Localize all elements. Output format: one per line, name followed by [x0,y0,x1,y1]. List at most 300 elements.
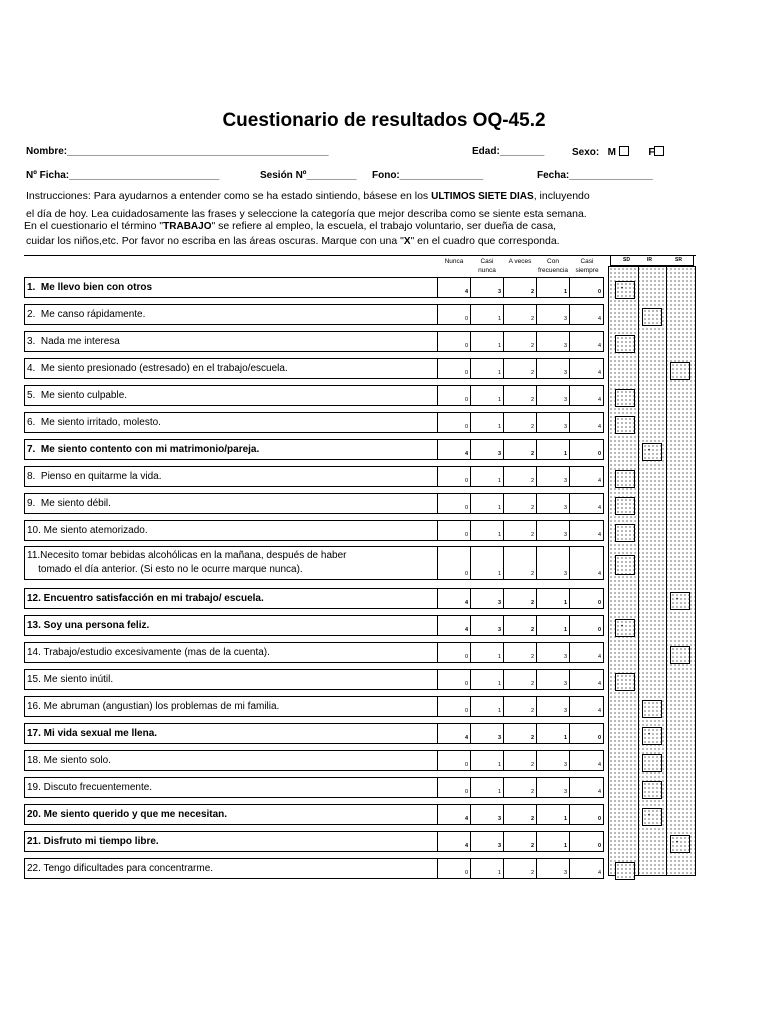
answer-cell[interactable] [438,278,471,297]
answer-cell[interactable] [537,547,570,579]
answer-cell[interactable] [537,832,570,851]
answer-score: 4 [597,571,601,577]
answer-cell[interactable] [438,616,471,635]
answer-cell[interactable] [570,832,603,851]
answer-score: 3 [563,532,567,538]
answer-cell[interactable] [438,467,471,486]
answer-cell[interactable] [438,751,471,770]
answer-options [437,386,603,405]
answer-cell[interactable] [471,616,504,635]
answer-score: 2 [530,505,534,511]
answer-score: 2 [530,316,534,322]
answer-cell[interactable] [471,305,504,324]
answer-cell[interactable] [471,697,504,716]
answer-score: 0 [464,870,468,876]
answer-cell[interactable] [570,521,603,540]
answer-cell[interactable] [504,521,537,540]
answer-cell[interactable] [537,859,570,878]
answer-cell[interactable] [471,440,504,459]
sexo-m-label: M [607,147,616,158]
answer-cell[interactable] [438,643,471,662]
answer-cell[interactable] [504,751,537,770]
answer-score: 1 [497,870,501,876]
score-box-sd [615,555,635,575]
answer-score: 1 [563,735,567,741]
answer-cell[interactable] [504,778,537,797]
sexo-f-checkbox[interactable] [654,146,664,156]
reverse-score-dot-icon: • [621,285,624,292]
answer-cell[interactable] [570,386,603,405]
answer-cell[interactable] [471,413,504,432]
answer-options [437,332,603,351]
answer-cell[interactable] [537,805,570,824]
answer-cell[interactable] [504,547,537,579]
answer-options [437,494,603,513]
answer-cell[interactable] [537,751,570,770]
table-top-rule [24,255,696,256]
answer-cell[interactable] [438,778,471,797]
column-header: Nunca [444,258,464,265]
answer-score: 1 [497,654,501,660]
answer-score: 1 [497,505,501,511]
answer-options [437,359,603,378]
answer-score: 3 [497,289,501,295]
answer-score: 3 [563,316,567,322]
item-text: 22. Tengo dificultades para concentrarme. [27,862,214,874]
instructions-line-1 [26,190,590,202]
answer-cell[interactable] [537,589,570,608]
score-box-sd [615,281,635,299]
answer-score: 0 [464,654,468,660]
score-box-sd [615,673,635,691]
answer-score: 3 [563,870,567,876]
scoring-divider [638,266,639,876]
answer-cell[interactable] [504,494,537,513]
sexo-m-checkbox[interactable] [619,146,629,156]
sesion-field[interactable]: Sesión Nº_________ [260,170,357,181]
answer-cell[interactable] [570,859,603,878]
reverse-score-dot-icon: • [621,623,624,630]
instr-text: cuidar los niños,etc. Por favor no escriba en las áreas oscuras. Marque con una " [26,235,404,247]
score-box-sd [615,619,635,637]
fecha-field[interactable]: Fecha:_______________ [537,170,653,181]
answer-score: 1 [563,816,567,822]
item-row [24,777,604,798]
answer-score: 1 [497,708,501,714]
answer-score: 4 [597,708,601,714]
score-box-ir [642,308,662,326]
item-text: 12. Encuentro satisfacción en mi trabajo/ escuela. [27,592,264,604]
answer-cell[interactable] [438,859,471,878]
answer-cell[interactable] [471,278,504,297]
answer-score: 3 [563,708,567,714]
answer-score: 1 [497,571,501,577]
answer-cell[interactable] [537,359,570,378]
answer-score: 4 [464,627,468,633]
answer-score: 4 [597,681,601,687]
item-text: 5. Me siento culpable. [27,389,128,401]
item-text: 3. Nada me interesa [27,335,120,347]
answer-cell[interactable] [471,751,504,770]
questionnaire-title: Cuestionario de resultados OQ-45.2 [222,110,546,131]
answer-score: 1 [563,600,567,606]
answer-score: 2 [530,478,534,484]
answer-score: 0 [597,451,601,457]
score-header-sd: SD [623,257,630,263]
answer-cell[interactable] [504,440,537,459]
answer-cell[interactable] [570,751,603,770]
answer-options [437,547,603,579]
answer-cell[interactable] [570,494,603,513]
answer-cell[interactable] [537,305,570,324]
answer-cell[interactable] [471,670,504,689]
answer-cell[interactable] [504,305,537,324]
answer-cell[interactable] [438,724,471,743]
answer-score: 0 [597,627,601,633]
answer-cell[interactable] [504,859,537,878]
sexo-f-label: F [648,147,655,158]
answer-cell[interactable] [438,305,471,324]
answer-score: 2 [530,370,534,376]
answer-options [437,724,603,743]
answer-score: 4 [597,762,601,768]
answer-cell[interactable] [438,697,471,716]
answer-score: 3 [563,343,567,349]
answer-cell[interactable] [471,359,504,378]
fono-field[interactable]: Fono:_______________ [372,170,484,181]
answer-score: 0 [464,343,468,349]
item-row [24,493,604,514]
item-text: 9. Me siento débil. [27,497,111,509]
answer-score: 0 [464,397,468,403]
answer-score: 4 [597,789,601,795]
answer-cell[interactable] [504,805,537,824]
answer-cell[interactable] [570,332,603,351]
sexo-text: Sexo: [572,147,600,158]
answer-cell[interactable] [570,467,603,486]
item-text: 15. Me siento inútil. [27,673,114,685]
answer-cell[interactable] [504,832,537,851]
item-row [24,412,604,433]
answer-cell[interactable] [504,643,537,662]
answer-score: 2 [530,708,534,714]
score-box-ir [642,808,662,826]
score-box-sd [615,497,635,515]
answer-cell[interactable] [570,670,603,689]
score-box-sr [670,592,690,610]
answer-score: 2 [530,870,534,876]
answer-cell[interactable] [504,413,537,432]
answer-score: 1 [497,397,501,403]
answer-cell[interactable] [570,413,603,432]
answer-cell[interactable] [570,724,603,743]
answer-cell[interactable] [537,494,570,513]
answer-score: 1 [563,289,567,295]
answer-options [437,413,603,432]
answer-score: 3 [497,843,501,849]
answer-score: 1 [497,789,501,795]
item-text: 17. Mi vida sexual me llena. [27,727,158,739]
answer-cell[interactable] [438,805,471,824]
answer-cell[interactable] [471,643,504,662]
answer-cell[interactable] [570,616,603,635]
item-row [24,439,604,460]
answer-score: 3 [563,505,567,511]
score-box-ir [642,700,662,718]
answer-cell[interactable] [504,467,537,486]
column-header: Casi nunca [478,258,496,274]
answer-score: 3 [563,762,567,768]
score-box-ir [642,781,662,799]
score-header-sr: SR [675,257,682,263]
item-text: 13. Soy una persona feliz. [27,619,150,631]
answer-cell[interactable] [471,332,504,351]
answer-cell[interactable] [471,805,504,824]
answer-cell[interactable] [471,724,504,743]
item-row [24,466,604,487]
answer-score: 2 [530,451,534,457]
answer-cell[interactable] [504,616,537,635]
answer-cell[interactable] [438,386,471,405]
answer-cell[interactable] [570,643,603,662]
answer-cell[interactable] [570,778,603,797]
answer-cell[interactable] [504,724,537,743]
answer-score: 4 [464,600,468,606]
answer-cell[interactable] [438,494,471,513]
instr-text: " en el cuadro que corresponda. [410,235,560,247]
answer-score: 4 [597,316,601,322]
answer-cell[interactable] [504,386,537,405]
answer-score: 4 [597,478,601,484]
answer-score: 2 [530,816,534,822]
answer-score: 2 [530,654,534,660]
score-header-ir: IR [647,257,652,263]
score-box-sd [615,335,635,353]
answer-cell[interactable] [537,278,570,297]
answer-score: 3 [497,735,501,741]
answer-cell[interactable] [537,697,570,716]
answer-cell[interactable] [570,805,603,824]
answer-score: 3 [563,424,567,430]
answer-cell[interactable] [471,467,504,486]
answer-options [437,832,603,851]
answer-score: 0 [597,735,601,741]
answer-cell[interactable] [504,332,537,351]
answer-cell[interactable] [438,332,471,351]
item-row [24,358,604,379]
answer-options [437,670,603,689]
item-row [24,696,604,717]
answer-cell[interactable] [537,521,570,540]
answer-score: 1 [497,370,501,376]
answer-score: 0 [597,289,601,295]
score-box-sd [615,389,635,407]
answer-score: 4 [597,505,601,511]
answer-score: 1 [497,316,501,322]
answer-score: 3 [497,451,501,457]
answer-score: 2 [530,532,534,538]
item-row [24,546,604,580]
edad-field[interactable]: Edad:________ [472,146,545,157]
answer-cell[interactable] [537,724,570,743]
answer-score: 0 [597,816,601,822]
score-box-sr [670,362,690,380]
answer-cell[interactable] [438,832,471,851]
item-text: 18. Me siento solo. [27,754,111,766]
answer-score: 4 [464,289,468,295]
item-row [24,669,604,690]
answer-score: 2 [530,343,534,349]
answer-cell[interactable] [570,547,603,579]
item-text: 7. Me siento contento con mi matrimonio/pareja. [27,443,260,455]
ficha-field[interactable]: Nº Ficha:___________________________ [26,170,220,181]
instr-emphasis: TRABAJO [163,221,212,232]
answer-score: 0 [464,532,468,538]
answer-options [437,643,603,662]
score-box-ir [642,727,662,745]
answer-cell[interactable] [570,589,603,608]
answer-cell[interactable] [504,278,537,297]
answer-score: 0 [464,571,468,577]
answer-score: 4 [464,451,468,457]
score-box-ir [642,754,662,772]
item-text: 6. Me siento irritado, molesto. [27,416,161,428]
answer-cell[interactable] [570,278,603,297]
answer-cell[interactable] [438,670,471,689]
answer-score: 0 [464,762,468,768]
item-row [24,304,604,325]
reverse-score-dot-icon: • [648,731,651,738]
answer-cell[interactable] [471,386,504,405]
answer-cell[interactable] [504,359,537,378]
answer-cell[interactable] [537,670,570,689]
answer-score: 1 [497,532,501,538]
answer-score: 1 [563,451,567,457]
answer-score: 3 [497,627,501,633]
item-row [24,520,604,541]
answer-score: 0 [464,370,468,376]
answer-options [437,521,603,540]
answer-score: 2 [530,789,534,795]
instr-emphasis: X [403,236,411,247]
instructions-line-4 [26,235,560,247]
answer-score: 2 [530,424,534,430]
answer-cell[interactable] [537,467,570,486]
answer-cell[interactable] [438,359,471,378]
answer-options [437,859,603,878]
answer-cell[interactable] [570,359,603,378]
reverse-score-dot-icon: • [676,596,679,603]
answer-cell[interactable] [471,589,504,608]
answer-score: 3 [563,370,567,376]
answer-score: 0 [464,505,468,511]
answer-options [437,440,603,459]
answer-cell[interactable] [504,589,537,608]
instructions-line-3 [24,220,556,232]
item-text: 2. Me canso rápidamente. [27,308,146,320]
answer-cell[interactable] [537,643,570,662]
instr-emphasis: ULTIMOS SIETE DIAS [431,191,534,202]
answer-score: 2 [530,762,534,768]
answer-cell[interactable] [471,859,504,878]
answer-cell[interactable] [504,697,537,716]
answer-cell[interactable] [537,778,570,797]
item-text: 8. Pienso en quitarme la vida. [27,470,162,482]
item-row [24,858,604,879]
item-text: 1. Me llevo bien con otros [27,281,153,293]
answer-score: 2 [530,600,534,606]
answer-score: 3 [563,397,567,403]
item-text: 21. Disfruto mi tiempo libre. [27,835,159,847]
score-box-sd [615,524,635,542]
answer-cell[interactable] [438,521,471,540]
answer-score: 3 [563,654,567,660]
answer-cell[interactable] [537,386,570,405]
answer-cell[interactable] [537,440,570,459]
answer-score: 0 [464,681,468,687]
item-row [24,277,604,298]
answer-cell[interactable] [438,589,471,608]
answer-score: 1 [497,343,501,349]
answer-score: 2 [530,571,534,577]
answer-options [437,751,603,770]
answer-score: 0 [464,316,468,322]
answer-score: 1 [563,843,567,849]
column-header: Casi siempre [575,258,599,274]
item-row [24,831,604,852]
answer-cell[interactable] [471,778,504,797]
answer-cell[interactable] [570,305,603,324]
answer-cell[interactable] [570,697,603,716]
answer-options [437,805,603,824]
answer-score: 4 [597,343,601,349]
answer-cell[interactable] [438,413,471,432]
score-box-ir [642,443,662,461]
answer-score: 4 [597,370,601,376]
answer-score: 4 [464,843,468,849]
answer-cell[interactable] [438,547,471,579]
answer-cell[interactable] [570,440,603,459]
answer-cell[interactable] [537,332,570,351]
answer-cell[interactable] [537,616,570,635]
answer-score: 3 [563,789,567,795]
scoring-divider [666,266,667,876]
answer-cell[interactable] [504,670,537,689]
answer-score: 1 [497,762,501,768]
answer-cell[interactable] [471,832,504,851]
answer-score: 3 [497,816,501,822]
answer-score: 3 [563,478,567,484]
item-row [24,615,604,636]
answer-score: 1 [497,424,501,430]
answer-options [437,305,603,324]
answer-cell[interactable] [438,440,471,459]
instr-text: , incluyendo [533,190,590,202]
answer-cell[interactable] [471,521,504,540]
instr-text: Instrucciones: Para ayudarnos a entender como se ha estado sintiendo, básese en los [26,190,432,202]
nombre-field[interactable]: Nombre:_______________________________________________ [26,146,329,157]
answer-cell[interactable] [471,547,504,579]
instr-text: En el cuestionario el término " [24,220,164,232]
item-text: 19. Discuto frecuentemente. [27,781,153,793]
answer-score: 0 [597,600,601,606]
item-text: 10. Me siento atemorizado. [27,524,148,536]
answer-cell[interactable] [537,413,570,432]
answer-score: 4 [464,816,468,822]
answer-cell[interactable] [471,494,504,513]
answer-score: 0 [464,478,468,484]
answer-score: 4 [597,654,601,660]
